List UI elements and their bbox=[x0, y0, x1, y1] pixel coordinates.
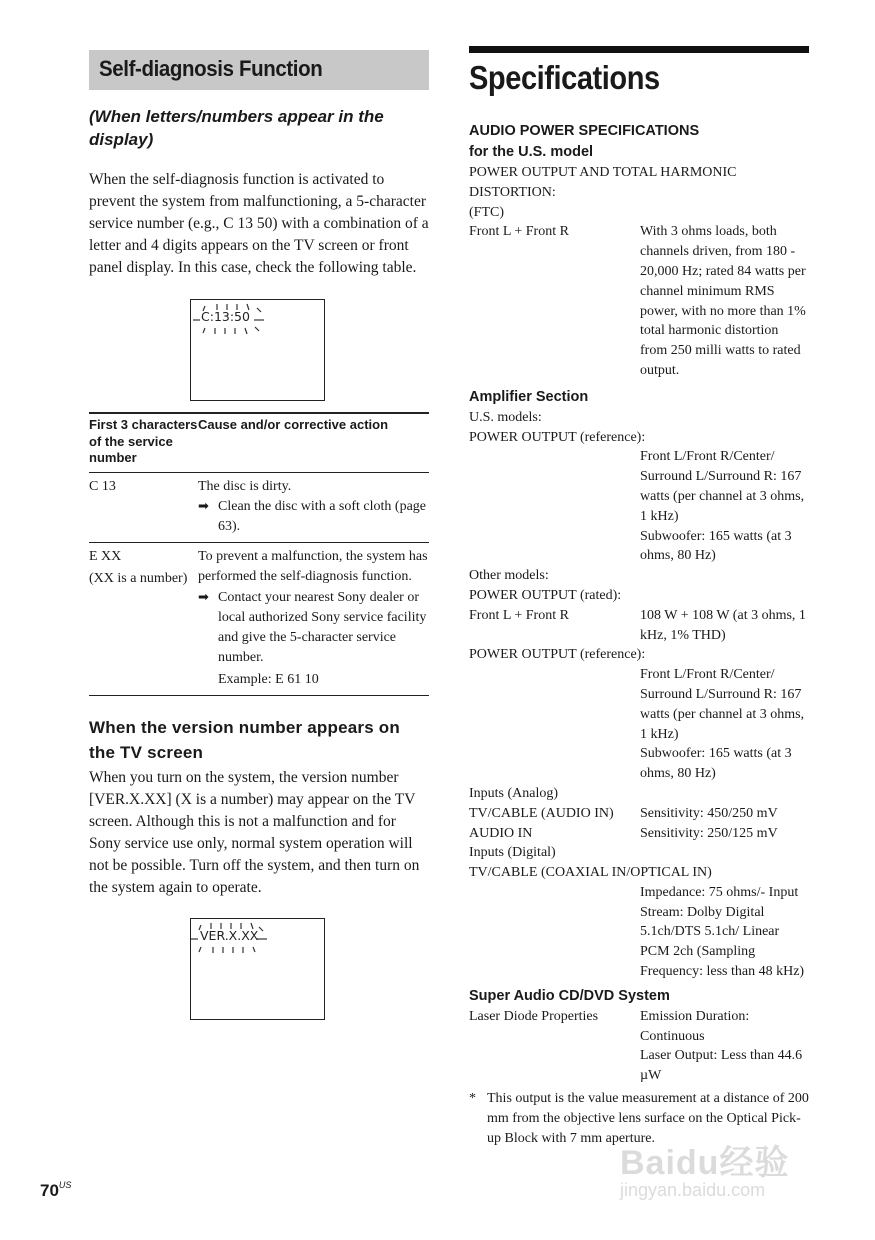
table-header-row bbox=[89, 413, 429, 472]
spec-key: AUDIO IN bbox=[469, 825, 533, 841]
spec-key: Front L + Front R bbox=[469, 224, 569, 240]
spec-line: Inputs (Analog) bbox=[469, 785, 559, 801]
section-heading: Super Audio CD/DVD System bbox=[469, 987, 670, 1004]
display-illustration-service-number bbox=[190, 299, 325, 401]
watermark-url: jingyan.baidu.com bbox=[620, 1180, 766, 1200]
watermark-logo-text: Baidu经验 bbox=[620, 1144, 790, 1182]
service-code: C 13 bbox=[89, 472, 198, 542]
corrective-action bbox=[198, 497, 429, 537]
cause-text: The disc is dirty. bbox=[198, 478, 292, 494]
spec-key: TV/CABLE (AUDIO IN) bbox=[469, 805, 614, 821]
section-title: Self-diagnosis Function bbox=[99, 56, 323, 81]
spec-line: POWER OUTPUT (rated): bbox=[469, 587, 622, 603]
sacd-section bbox=[469, 986, 809, 1149]
footnote-marker: * bbox=[469, 1091, 476, 1107]
title-rule bbox=[469, 46, 809, 53]
service-number-table bbox=[89, 412, 429, 696]
arrow-icon: ➡ bbox=[198, 498, 209, 514]
spec-value: Front L/Front R/Center/ Surround L/Surround R: 167 watts (per channel at 3 ohms, 1 kHz) bbox=[640, 667, 805, 742]
amplifier-section bbox=[469, 387, 809, 982]
spec-value: Impedance: 75 ohms/- Input Stream: Dolby Digital 5.1ch/DTS 5.1ch/ Linear PCM 2ch (Sampling Frequency: less than 48 kHz) bbox=[640, 884, 805, 980]
section-heading: for the U.S. model bbox=[469, 144, 594, 160]
subtitle: (When letters/numbers appear in the display) bbox=[89, 107, 384, 149]
spec-line: Inputs (Digital) bbox=[469, 845, 556, 861]
spec-value: Sensitivity: 450/250 mV bbox=[640, 805, 778, 821]
spec-line: Other models: bbox=[469, 568, 549, 584]
table-row bbox=[89, 472, 429, 542]
spec-value: Front L/Front R/Center/ Surround L/Surround R: 167 watts (per channel at 3 ohms, 1 kHz) bbox=[640, 449, 805, 524]
spec-value: Laser Output: Less than 44.6 µW bbox=[640, 1048, 803, 1084]
spec-value: Subwoofer: 165 watts (at 3 ohms, 80 Hz) bbox=[640, 528, 792, 564]
service-code-note: (XX is a number) bbox=[89, 570, 188, 586]
display-text: C:13:50 bbox=[201, 309, 250, 324]
spec-line: POWER OUTPUT AND TOTAL HARMONIC DISTORTION: bbox=[469, 165, 737, 200]
spec-value: 108 W + 108 W (at 3 ohms, 1 kHz, 1% THD) bbox=[640, 607, 806, 643]
spec-key: Front L + Front R bbox=[469, 607, 569, 623]
spec-value: Sensitivity: 250/125 mV bbox=[640, 825, 778, 841]
display-text: VER.X.XX bbox=[200, 927, 259, 943]
cause-action-cell bbox=[198, 472, 429, 542]
page-number-value: 70 bbox=[40, 1181, 59, 1200]
corrective-action bbox=[198, 588, 429, 668]
action-text: Contact your nearest Sony dealer or local authorized Sony service facility and give the 5-character service number. bbox=[218, 589, 427, 665]
spec-row bbox=[469, 804, 809, 824]
cause-text: To prevent a malfunction, the system has performed the self-diagnosis function. bbox=[198, 548, 428, 584]
spec-key: Laser Diode Properties bbox=[469, 1008, 599, 1024]
example-text: Example: E 61 10 bbox=[218, 671, 319, 687]
action-text: Clean the disc with a soft cloth (page 63). bbox=[218, 498, 426, 534]
page-suffix: US bbox=[58, 1180, 72, 1190]
spec-row bbox=[469, 606, 809, 646]
page-title: Specifications bbox=[469, 59, 660, 96]
spec-row bbox=[469, 222, 809, 380]
spec-line: U.S. models: bbox=[469, 409, 542, 425]
spec-row bbox=[469, 1007, 809, 1086]
page-number bbox=[40, 1180, 71, 1201]
spec-value: With 3 ohms loads, both channels driven, from 180 - 20,000 Hz; rated 84 watts per channel minimum RMS power, with no more than 1% total harmonic distortion from 250 milli watts to rated output. bbox=[640, 224, 806, 378]
section-title-bar bbox=[89, 50, 429, 90]
spec-value: Subwoofer: 165 watts (at 3 ohms, 80 Hz) bbox=[640, 746, 792, 782]
spec-line: TV/CABLE (COAXIAL IN/OPTICAL IN) bbox=[469, 865, 712, 881]
version-heading: When the version number appears on the TV screen bbox=[89, 717, 400, 762]
watermark bbox=[620, 1135, 789, 1201]
audio-power-section bbox=[469, 121, 809, 381]
section-heading: AUDIO POWER SPECIFICATIONS bbox=[469, 123, 700, 139]
left-column bbox=[89, 50, 429, 1020]
spec-value-group bbox=[640, 1007, 809, 1086]
footnote-text: This output is the value measurement at a distance of 200 mm from the objective lens surface on the Optical Pick-up Block with 7 mm aperture. bbox=[487, 1091, 809, 1146]
spec-value: Emission Duration: Continuous bbox=[640, 1008, 750, 1044]
service-code-cell bbox=[89, 542, 198, 695]
spec-line: (FTC) bbox=[469, 204, 504, 220]
table-header-code: First 3 characters of the service number bbox=[89, 413, 198, 472]
arrow-icon: ➡ bbox=[198, 589, 209, 605]
spec-line: POWER OUTPUT (reference): bbox=[469, 429, 646, 445]
table-header-action: Cause and/or corrective action bbox=[198, 413, 429, 472]
intro-paragraph: When the self-diagnosis function is activated to prevent the system from malfunctioning, a 5-character service number (e.g., C 13 50) with a combination of a letter and 4 digits appears on the TV screen or front panel display. In this case, check the following table. bbox=[89, 171, 429, 276]
table-row bbox=[89, 542, 429, 695]
display-illustration-version bbox=[190, 918, 325, 1020]
section-heading: Amplifier Section bbox=[469, 388, 589, 405]
right-column bbox=[469, 46, 809, 1148]
service-code: E XX bbox=[89, 548, 122, 564]
spec-line: POWER OUTPUT (reference): bbox=[469, 647, 646, 663]
spec-row bbox=[469, 824, 809, 844]
version-paragraph: When you turn on the system, the version number [VER.X.XX] (X is a number) may appear on the TV screen. Although this is not a malfunction and for Sony service use only, normal system operation will not be possible. Turn off the system, and then turn on the system again to operate. bbox=[89, 768, 420, 896]
cause-action-cell bbox=[198, 542, 429, 695]
